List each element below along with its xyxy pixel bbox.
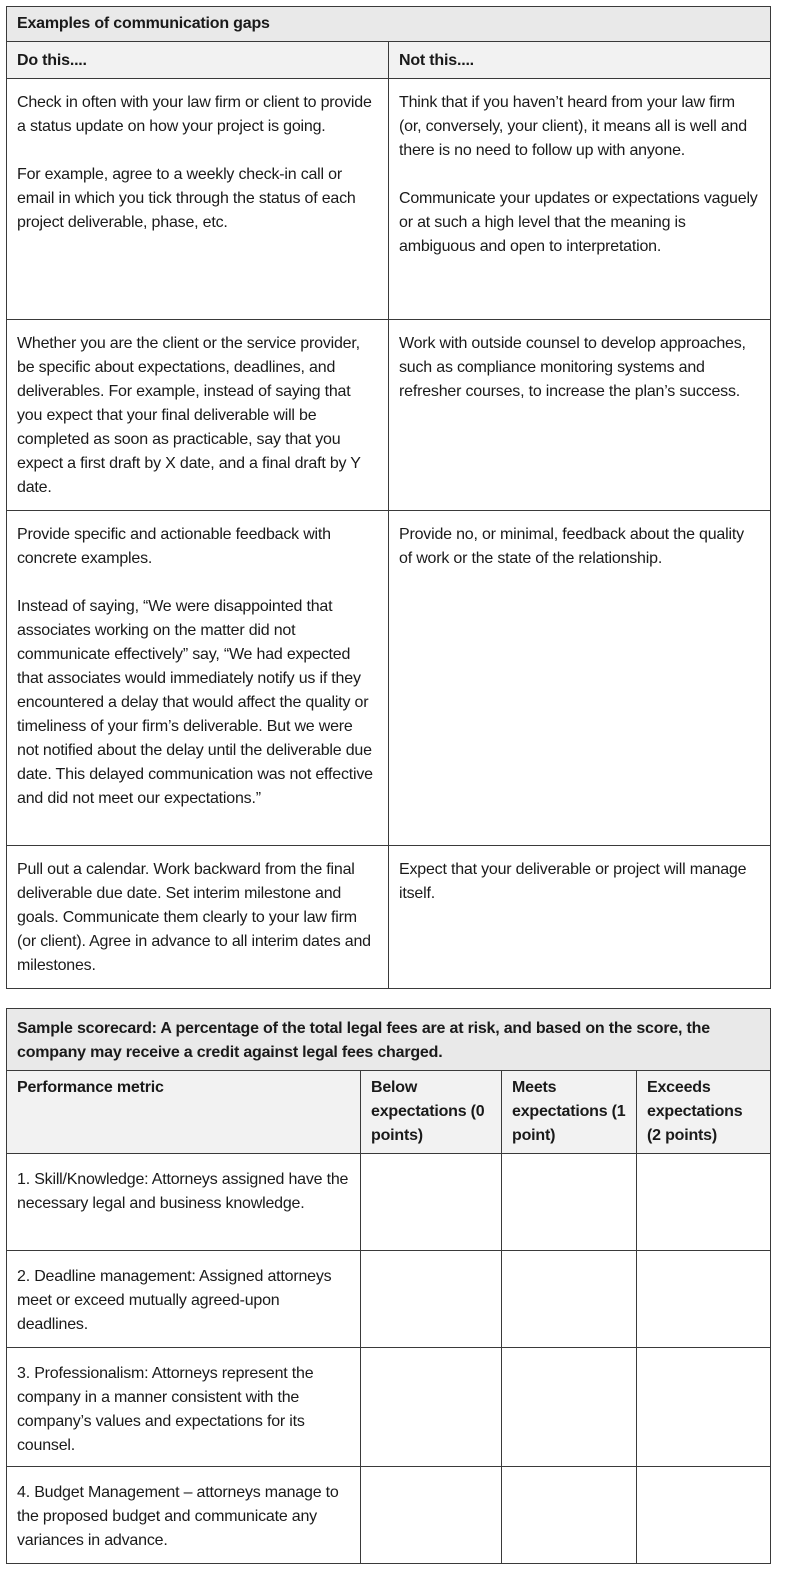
performance-metric-cell: 2. Deadline management: Assigned attorneys meet or exceed mutually agreed-upon deadlines. [7, 1251, 361, 1348]
not-this-paragraph: Work with outside counsel to develop approaches, such as compliance monitoring systems and refresher courses, to increase the plan’s success. [399, 335, 746, 400]
not-this-header: Not this.... [389, 42, 771, 79]
not-this-cell [389, 511, 771, 846]
communication-gaps-table [6, 6, 771, 989]
performance-metric-cell: 1. Skill/Knowledge: Attorneys assigned have the necessary legal and business knowledge. [7, 1154, 361, 1251]
table-row [7, 79, 771, 320]
exceeds-expectations-cell [637, 1467, 771, 1564]
do-this-paragraph: Pull out a calendar. Work backward from the final deliverable due date. Set interim milestone and goals. Communicate them clearly to your law firm (or client). Agree in advance to all interim dates and milestones. [17, 861, 371, 974]
meets-expectations-cell [502, 1348, 637, 1467]
table-header-row [7, 1071, 771, 1154]
table-caption-row [7, 7, 771, 42]
scorecard-title: Sample scorecard: A percentage of the total legal fees are at risk, and based on the score, the company may receive a credit against legal fees charged. [7, 1009, 771, 1071]
table-row [7, 511, 771, 846]
below-expectations-cell [361, 1348, 502, 1467]
below-expectations-cell [361, 1154, 502, 1251]
do-this-cell [7, 511, 389, 846]
performance-metric-header: Performance metric [7, 1071, 361, 1154]
meets-expectations-cell [502, 1154, 637, 1251]
table-header-row [7, 42, 771, 79]
table-row [7, 1348, 771, 1467]
table-row [7, 320, 771, 511]
exceeds-expectations-header: Exceeds expectations (2 points) [637, 1071, 771, 1154]
do-this-paragraph: Provide specific and actionable feedback with concrete examples. [17, 526, 331, 567]
meets-expectations-header: Meets expectations (1 point) [502, 1071, 637, 1154]
table-row [7, 846, 771, 989]
not-this-cell [389, 320, 771, 511]
exceeds-expectations-cell [637, 1348, 771, 1467]
not-this-cell [389, 79, 771, 320]
not-this-paragraph: Think that if you haven’t heard from your law firm (or, conversely, your client), it means all is well and there is no need to follow up with anyone. [399, 94, 747, 159]
do-this-header: Do this.... [7, 42, 389, 79]
exceeds-expectations-cell [637, 1154, 771, 1251]
not-this-paragraph: Provide no, or minimal, feedback about the quality of work or the state of the relationship. [399, 526, 744, 567]
sample-scorecard-table [6, 1008, 771, 1564]
table-caption-row [7, 1009, 771, 1071]
do-this-cell [7, 846, 389, 989]
not-this-paragraph: Expect that your deliverable or project will manage itself. [399, 861, 747, 902]
do-this-cell [7, 320, 389, 511]
below-expectations-cell [361, 1251, 502, 1348]
do-this-cell [7, 79, 389, 320]
below-expectations-cell [361, 1467, 502, 1564]
exceeds-expectations-cell [637, 1251, 771, 1348]
do-this-paragraph: Check in often with your law firm or client to provide a status update on how your project is going. [17, 94, 372, 135]
table-row [7, 1154, 771, 1251]
do-this-paragraph: Instead of saying, “We were disappointed that associates working on the matter did not communicate effectively” say, “We had expected that associates would immediately notify us if they encountered a delay that would affect the quality or timeliness of your firm’s deliverable. But we were not notified about the delay until the deliverable due date. This delayed communication was not effective and did not meet our expectations.” [17, 598, 373, 807]
communication-gaps-title: Examples of communication gaps [7, 7, 771, 42]
meets-expectations-cell [502, 1251, 637, 1348]
table-row [7, 1251, 771, 1348]
below-expectations-header: Below expectations (0 points) [361, 1071, 502, 1154]
not-this-cell [389, 846, 771, 989]
do-this-paragraph: Whether you are the client or the service provider, be specific about expectations, deadlines, and deliverables. For example, instead of saying that you expect that your final deliverable will be completed as soon as practicable, say that you expect a first draft by X date, and a final draft by Y date. [17, 335, 361, 496]
performance-metric-cell: 4. Budget Management – attorneys manage to the proposed budget and communicate any variances in advance. [7, 1467, 361, 1564]
not-this-paragraph: Communicate your updates or expectations vaguely or at such a high level that the meaning is ambiguous and open to interpretation. [399, 190, 758, 255]
do-this-paragraph: For example, agree to a weekly check-in call or email in which you tick through the status of each project deliverable, phase, etc. [17, 166, 356, 231]
table-row [7, 1467, 771, 1564]
performance-metric-cell: 3. Professionalism: Attorneys represent the company in a manner consistent with the company’s values and expectations for its counsel. [7, 1348, 361, 1467]
meets-expectations-cell [502, 1467, 637, 1564]
